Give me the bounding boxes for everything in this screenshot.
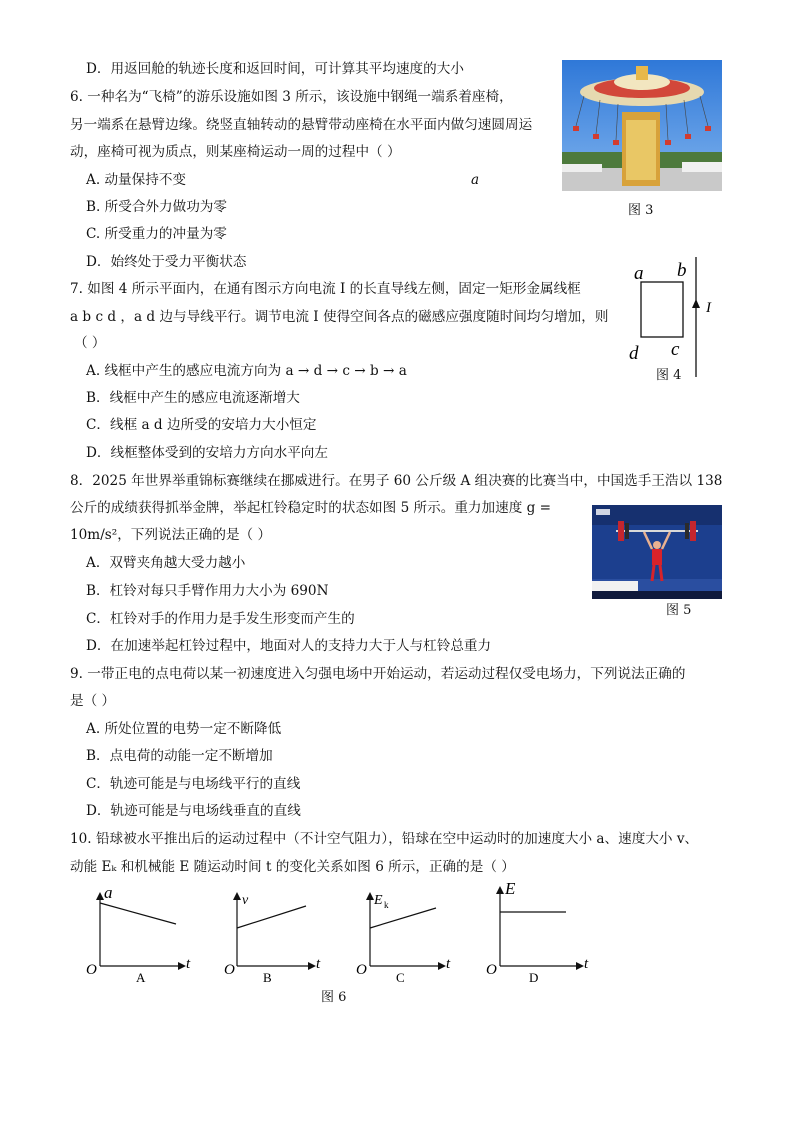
graph-a-x-label: t	[186, 956, 191, 972]
q7-stem-line2: a b c d ，a d 边与导线平行。调节电流 I 使得空间各点的磁感应强度随时间均匀增加，则	[70, 309, 609, 325]
q9-option-a: A. 所处位置的电势一定不断降低	[86, 721, 282, 737]
graph-b-x-label: t	[316, 956, 321, 972]
q6-option-c: C. 所受重力的冲量为零	[86, 226, 227, 242]
figure-4-caption: 图 4	[656, 368, 682, 383]
graph-a-y-arrow-icon	[96, 892, 104, 900]
label-b: b	[677, 260, 687, 281]
figure-6-caption: 图 6	[321, 990, 347, 1005]
graph-b-label: B	[263, 970, 272, 985]
graph-b-origin: O	[224, 962, 235, 978]
graph-c-y-arrow-icon	[366, 892, 374, 900]
current-arrow-icon	[692, 299, 700, 308]
q9-stem-line1: 9. 一带正电的点电荷以某一初速度进入匀强电场中开始运动，若运动过程仅受电场力，下列说法正确的	[70, 666, 686, 682]
graph-c-origin: O	[356, 962, 367, 978]
q7-option-d: D．线框整体受到的安培力方向水平向左	[86, 445, 328, 461]
metal-loop	[641, 282, 683, 337]
graph-c-x-label: t	[446, 956, 451, 972]
q6-option-b: B. 所受合外力做功为零	[86, 199, 227, 215]
figure-3-photo	[562, 60, 722, 191]
q8-stem-line3: 10m/s²，下列说法正确的是（ ）	[70, 527, 272, 543]
figure-5-photo	[592, 505, 722, 599]
q7-stem-line3: （ ）	[74, 335, 106, 351]
graph-a-y-label: a	[104, 883, 113, 902]
graph-a-origin: O	[86, 962, 97, 978]
graph-a-curve	[100, 903, 176, 924]
q7-option-b: B．线框中产生的感应电流逐渐增大	[86, 390, 300, 406]
graph-c-x-arrow-icon	[438, 962, 446, 970]
q6-stem-line2: 另一端系在悬臂边缘。绕竖直轴转动的悬臂带动座椅在水平面内做匀速圆周运	[70, 117, 533, 133]
graph-d-x-arrow-icon	[576, 962, 584, 970]
q8-stem-line2: 公斤的成绩获得抓举金牌，举起杠铃稳定时的状态如图 5 所示。重力加速度 g =	[70, 500, 552, 516]
q8-option-d: D．在加速举起杠铃过程中，地面对人的支持力大于人与杠铃总重力	[86, 638, 492, 654]
graph-b-curve	[237, 906, 306, 928]
figure-5-caption: 图 5	[666, 603, 692, 618]
q6-stem-line3: 动，座椅可视为质点，则某座椅运动一周的过程中（ ）	[70, 144, 401, 160]
graph-b-y-arrow-icon	[233, 892, 241, 900]
graph-c-curve	[370, 908, 436, 928]
q10-stem-line2: 动能 Eₖ 和机械能 E 随运动时间 t 的变化关系如图 6 所示，正确的是（ ）	[70, 859, 515, 875]
q5-option-d: D．用返回舱的轨迹长度和返回时间，可计算其平均速度的大小	[86, 61, 464, 77]
graph-a-x-arrow-icon	[178, 962, 186, 970]
graph-b-y-label: v	[242, 893, 249, 908]
q8-option-a: A．双臂夹角越大受力越小	[86, 555, 246, 571]
graph-d-origin: O	[486, 962, 497, 978]
q7-option-c: C．线框 a d 边所受的安培力大小恒定	[86, 417, 317, 433]
q8-option-b: B．杠铃对每只手臂作用力大小为 690N	[86, 583, 329, 599]
q8-stem-line1: 8．2025 年世界举重锦标赛继续在挪威进行。在男子 60 公斤级 A 组决赛的比赛当中，中国选手王浩以 138	[70, 473, 723, 489]
q6-stem-line1: 6. 一种名为“飞椅”的游乐设施如图 3 所示，该设施中钢绳一端系着座椅，	[70, 89, 513, 105]
graph-d-label: D	[529, 970, 539, 985]
q9-option-b: B．点电荷的动能一定不断增加	[86, 748, 273, 764]
graph-d-x-label: t	[584, 956, 589, 972]
q10-stem-line1: 10. 铅球被水平推出后的运动过程中（不计空气阻力），铅球在空中运动时的加速度大小 a、速度大小 v、	[70, 831, 699, 847]
q7-stem-line1: 7. 如图 4 所示平面内，在通有图示方向电流 I 的长直导线左侧，固定一矩形金属线框	[70, 281, 581, 297]
q7-option-a: A. 线框中产生的感应电流方向为 a → d → c → b → a	[86, 363, 407, 379]
q6-stray-letter: a	[471, 172, 480, 188]
graph-a-label: A	[136, 970, 146, 985]
q9-option-c: C．轨迹可能是与电场线平行的直线	[86, 776, 301, 792]
graph-c-y-label: E	[374, 893, 383, 908]
graph-d-y-arrow-icon	[496, 886, 504, 894]
label-d: d	[629, 343, 639, 364]
q9-stem-line2: 是（ ）	[70, 693, 116, 709]
graph-d-y-label: E	[505, 879, 516, 898]
label-current: I	[706, 300, 711, 316]
q6-option-d: D．始终处于受力平衡状态	[86, 254, 247, 270]
label-c: c	[671, 339, 680, 360]
graph-c-label: C	[396, 970, 405, 985]
label-a: a	[634, 263, 644, 284]
graph-b-x-arrow-icon	[308, 962, 316, 970]
q6-option-a: A. 动量保持不变	[86, 172, 187, 188]
figure-6-graphs	[84, 878, 604, 988]
q9-option-d: D．轨迹可能是与电场线垂直的直线	[86, 803, 301, 819]
figure-3-caption: 图 3	[628, 203, 654, 218]
q8-option-c: C．杠铃对手的作用力是手发生形变而产生的	[86, 611, 355, 627]
graph-c-y-subscript: k	[384, 900, 389, 910]
